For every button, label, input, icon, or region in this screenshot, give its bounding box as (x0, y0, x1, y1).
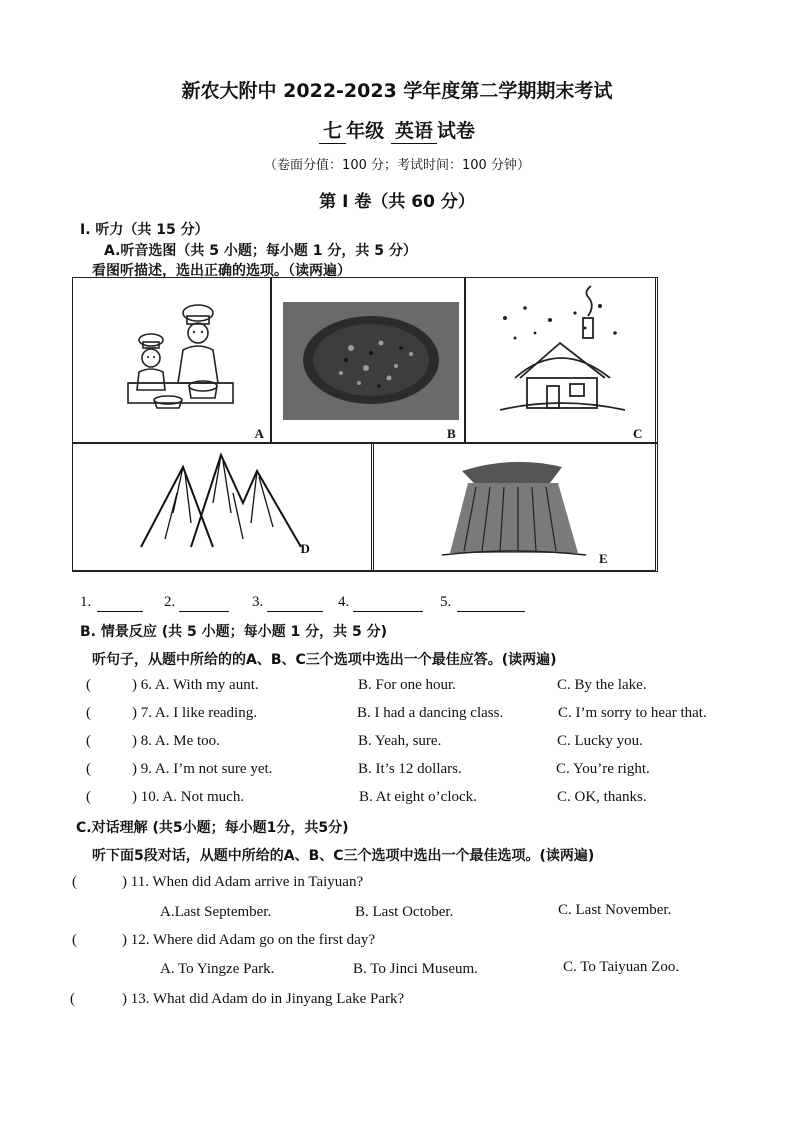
picture-cell-a (72, 277, 272, 444)
answer-paren[interactable]: ( (72, 932, 77, 948)
question-option-a: A. To Yingze Park. (160, 961, 275, 977)
answer-paren[interactable]: ( (86, 677, 91, 693)
answer-blank-5[interactable]: 5. (440, 594, 525, 612)
answer-paren[interactable]: ( (70, 991, 75, 1007)
picture-grid (72, 277, 656, 571)
part-title: 第 I 卷（共 60 分） (319, 192, 475, 212)
question-option-c: C. To Taiyuan Zoo. (563, 959, 680, 975)
part-a-heading: A.听音选图（共 5 小题；每小题 1 分，共 5 分） (104, 243, 417, 259)
picture-label-a: A (254, 425, 264, 441)
picture-cell-b (270, 277, 466, 444)
question-option-a: ) 6. A. With my aunt. (132, 677, 259, 693)
answer-paren[interactable]: ( (86, 789, 91, 805)
question-option-b: B. For one hour. (358, 677, 456, 693)
answer-blank-2[interactable]: 2. (164, 594, 229, 612)
question-option-c: C. Last November. (558, 902, 672, 918)
question-option-b: B. Last October. (355, 904, 454, 920)
part-c-heading: C.对话理解 (共5小题；每小题1分，共5分) (76, 820, 349, 836)
exam-title: 新农大附中 2022-2023 学年度第二学期期末考试 (181, 80, 613, 102)
picture-cell-d (72, 442, 374, 572)
exam-info: （卷面分值：100 分；考试时间：100 分钟） (264, 158, 530, 173)
section-listening-heading: I. 听力（共 15 分） (80, 222, 209, 238)
picture-label-b: B (447, 425, 456, 441)
grade-value: 七 (319, 116, 346, 144)
answer-paren[interactable]: ( (86, 761, 91, 777)
paper-subtitle (0, 116, 794, 144)
question-stem: ) 13. What did Adam do in Jinyang Lake Park? (122, 991, 405, 1007)
question-option-a: ) 9. A. I’m not sure yet. (132, 761, 273, 777)
picture-label-c: C (633, 425, 643, 441)
part-a-instruction: 看图听描述，选出正确的选项。（读两遍） (92, 263, 351, 279)
part-b-instruction: 听句子，从题中所给的的A、B、C三个选项中选出一个最佳应答。(读两遍) (92, 652, 557, 668)
question-option-a: ) 7. A. I like reading. (132, 705, 257, 721)
picture-label-e: E (599, 551, 608, 566)
picture-cell-e (371, 442, 658, 572)
part-b-heading: B. 情景反应 (共 5 小题；每小题 1 分，共 5 分) (80, 624, 388, 640)
answer-paren[interactable]: ( (72, 874, 77, 890)
question-option-c: C. You’re right. (556, 761, 650, 777)
question-option-a: A.Last September. (160, 904, 272, 920)
answer-paren[interactable]: ( (86, 733, 91, 749)
picture-label-d: D (300, 541, 310, 556)
grade-suffix: 年级 (346, 120, 385, 142)
answer-blank-3[interactable]: 3. (252, 594, 323, 612)
part-c-instruction: 听下面5段对话，从题中所给的A、B、C三个选项中选出一个最佳选项。(读两遍) (92, 848, 595, 864)
question-option-b: B. At eight o’clock. (359, 789, 477, 805)
question-option-b: B. It’s 12 dollars. (358, 761, 462, 777)
answer-blank-1[interactable]: 1. (80, 594, 143, 612)
question-option-c: C. OK, thanks. (557, 789, 647, 805)
question-option-b: B. I had a dancing class. (357, 705, 504, 721)
question-option-a: ) 8. A. Me too. (132, 733, 220, 749)
question-stem: ) 11. When did Adam arrive in Taiyuan? (122, 874, 364, 890)
answer-blank-4[interactable]: 4. (338, 594, 423, 612)
question-option-c: C. I’m sorry to hear that. (558, 705, 707, 721)
paper-suffix: 试卷 (436, 120, 475, 142)
answer-paren[interactable]: ( (86, 705, 91, 721)
question-option-b: B. To Jinci Museum. (353, 961, 478, 977)
question-option-a: ) 10. A. Not much. (132, 789, 245, 805)
subject-value: 英语 (391, 116, 437, 144)
picture-cell-c (464, 277, 658, 444)
question-stem: ) 12. Where did Adam go on the first day? (122, 932, 375, 948)
question-option-b: B. Yeah, sure. (358, 733, 442, 749)
question-option-c: C. By the lake. (557, 677, 647, 693)
question-option-c: C. Lucky you. (557, 733, 643, 749)
